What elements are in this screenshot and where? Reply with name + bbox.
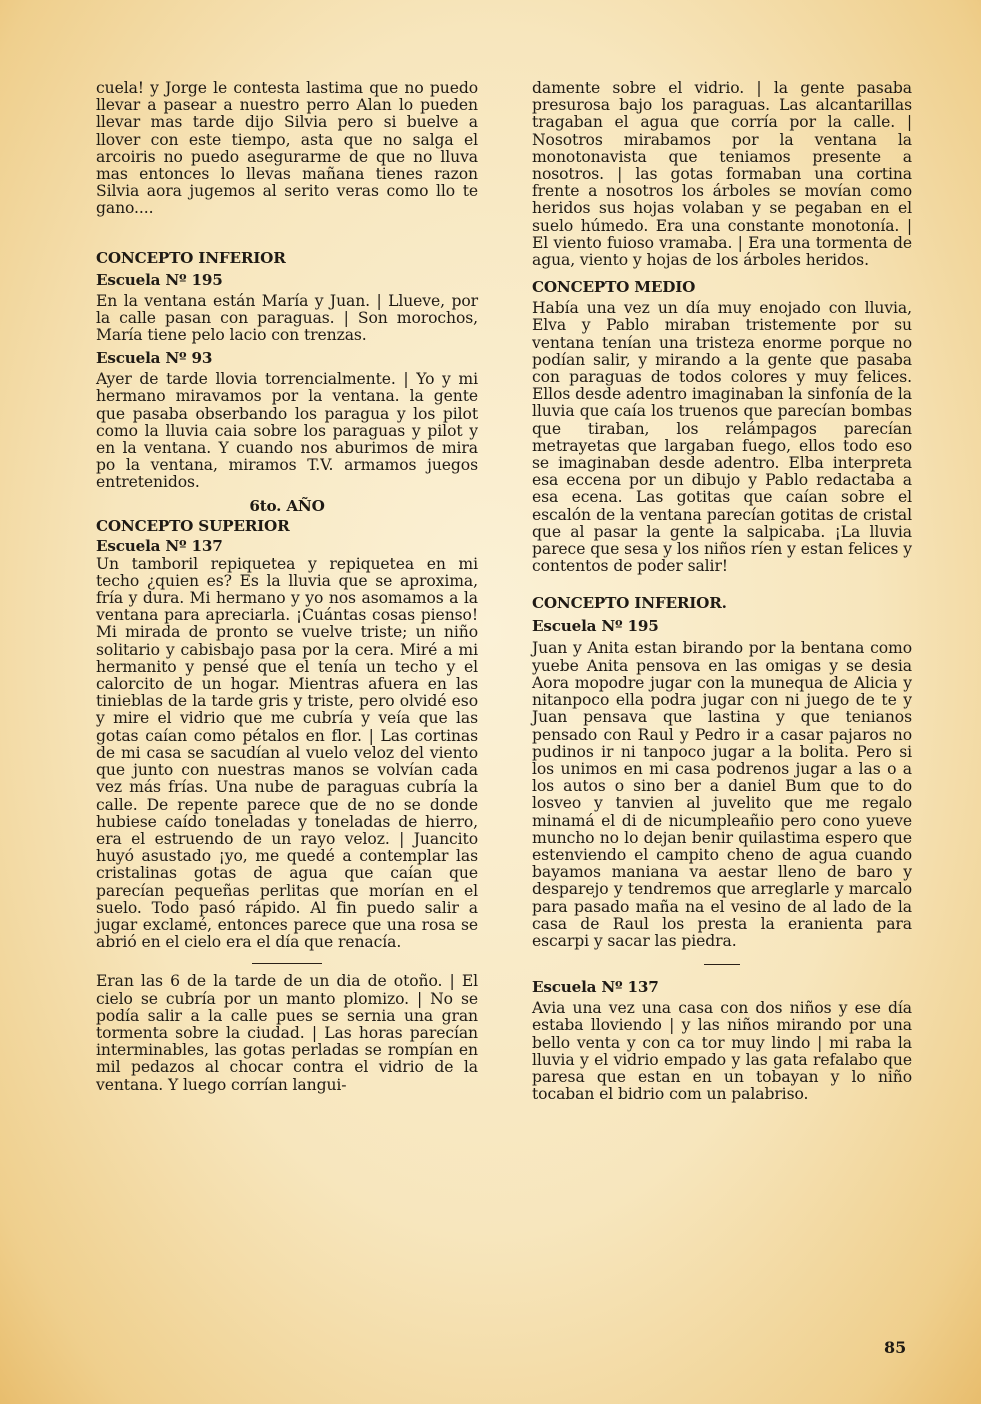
school-heading-93: Escuela Nº 93 — [96, 349, 213, 368]
school-137-2-text: Avia una vez una casa con dos niños y ese día estaba lloviendo | y las niños mirando por una bello venta y con ca tor muy lindo | mi raba la lluvia y el vidrio empado y las gata refalabo que paresa que estan en un tobayan y lo niño tocaban el bidrio com un palabriso. — [532, 999, 912, 1104]
section-heading-concepto-inferior-2: CONCEPTO INFERIOR. — [532, 594, 727, 613]
section-heading-concepto-superior: CONCEPTO SUPERIOR — [96, 516, 290, 535]
section-heading-concepto-medio: CONCEPTO MEDIO — [532, 278, 696, 297]
school-heading-195-2: Escuela Nº 195 — [532, 617, 659, 636]
school-heading-137: Escuela Nº 137 — [96, 536, 223, 555]
intro-paragraph: cuela! y Jorge le contesta lastima que no puedo llevar a pasear a nuestro perro Alan lo pueden llevar mas tarde dijo Silvia pero si buelve a llover con este tiempo, asta que no salga el arcoiris no puedo asegurarme de que no lluva mas entonces lo llevas mañana tienes razon Silvia aora jugemos al serito veras como llo te gano.... — [96, 79, 478, 218]
section-heading-concepto-inferior: CONCEPTO INFERIOR — [96, 248, 286, 267]
school-195-text: En la ventana están María y Juan. | Llueve, por la calle pasan con paraguas. | Son morochos, María tiene pelo lacio con trenzas. — [96, 291, 478, 345]
grade-heading: 6to. AÑO — [249, 496, 325, 515]
school-137-text: Un tamboril repiquetea y repiquetea en mi techo ¿quien es? Es la lluvia que se aproxima, fría y dura. Mi hermano y yo nos asomamos a la ventana para apreciarla. ¡Cuántas cosas pienso! Mi mirada de pronto se vuelve triste; un niño solitario y cabisbajo pasa por la cera. Miré a mi hermanito y pensé que el tenía un techo y el calorcito de un hogar. Mientras afuera en las tinieblas de la tarde gris y triste, pero olvidé eso y mire el vidrio que me cubría y veía que las gotas caían como pétalos en flor. | Las cortinas de mi casa se sacudían al vuelo veloz del viento que junto con nuestras manos se volvían cada vez más frías. Una nube de paraguas cubría la calle. De repente parece que de no se donde hubiese caído toneladas y toneladas de hierro, era el estruendo de un rayo veloz. | Juancito huyó asustado ¡yo, me quedé a contemplar las cristalinas gotas de agua que caían que parecían pequeñas perlitas que morían en el suelo. Todo pasó rápido. Al fin puedo salir a jugar exclamé, entonces parece que una rosa se abrió en el cielo era el día que renacía. — [96, 554, 478, 952]
concepto-medio-text: Había una vez un día muy enojado con lluvia, Elva y Pablo miraban tristemente por su ventana tenían una tristeza enorme porque no podían salir, y mirando a la gente que pasaba con paraguas de todos colores y muy felices. Ellos desde adentro imaginaban la sinfonía de la lluvia que caía los truenos que parecían bombas que tiraban, los relámpagos parecían metrayetas que largaban fuego, ellos todo eso se imaginaban desde adentro. Elba interpreta esa eccena por un dibujo y Pablo redactaba a esa ecena. Las gotitas que caían sobre el escalón de la ventana parecían gotitas de cristal que al pasar la gente la salpicaba. ¡La lluvia parece que sesa y los niños ríen y estan felices y contentos de poder salir! — [532, 299, 912, 576]
school-93-text: Ayer de tarde llovia torrencialmente. | Yo y mi hermano miravamos por la ventana. la gente que pasaba obserbando los paragua y los pilot como la lluvia caia sobre los paraguas y pilot y en la ventana. Y cuando nos aburimos de mira po la ventana, miramos T.V. armamos juegos entretenidos. — [96, 370, 478, 492]
otono-essay-text: Eran las 6 de la tarde de un dia de otoño. | El cielo se cubría por un manto plomizo. | No se podía salir a la calle pues se sernia una gran tormenta sobre la ciudad. | Las horas parecían interminables, las gotas perladas se rompían en mil pedazos al chocar contra el vidrio de la ventana. Y luego corrían langui- — [96, 972, 478, 1094]
school-heading-195: Escuela Nº 195 — [96, 270, 223, 289]
left-column — [96, 80, 478, 1094]
page-number: 85 — [884, 1338, 907, 1357]
school-heading-137-2: Escuela Nº 137 — [532, 978, 659, 997]
right-column — [532, 80, 912, 1103]
school-195-2-text: Juan y Anita estan birando por la bentana como yuebe Anita pensova en las omigas y se desia Aora mopodre jugar con la munequa de Alicia y nitanpoco ella podra jugar con ni juego de te y Juan pensava que lastina y que tenianos pensado con Raul y Pedro ir a casar pajaros no pudinos ir ni tanpoco jugar a la bolita. Pero si los unimos en mi casa podrenos jugar a las o a los autos o sino ber a daniel Bum que to do losveo y tanvien al juvelito que me regalo minamá el di de nicumpleañio pero cono yueve muncho no lo dejan benir quilastima espero que estenviendo el campito cheno de agua cuando bayamos manianа va aestar lleno de baro y desparejo y tendremos que arreglarle y marcalo para pasado maña na el vesino de al lado de la casa de Raul los presta la eranienta para escarpi y sacar las piedra. — [532, 639, 912, 950]
continued-essay-text: damente sobre el vidrio. | la gente pasaba presurosa bajo los paraguas. Las alcantarillas tragaban el agua que corría por la calle. | Nosotros mirabamos por la ventana la monotonavista que teniamos presente a nosotros. | las gotas formaban una cortina frente a nosotros los árboles se movían como heridos sus hojas volaban y se pegaban en el suelo húmedo. Era una constante monotonía. | El viento fuioso vramaba. | Era una tormenta de agua, viento y hojas de los árboles heridos. — [532, 79, 912, 270]
